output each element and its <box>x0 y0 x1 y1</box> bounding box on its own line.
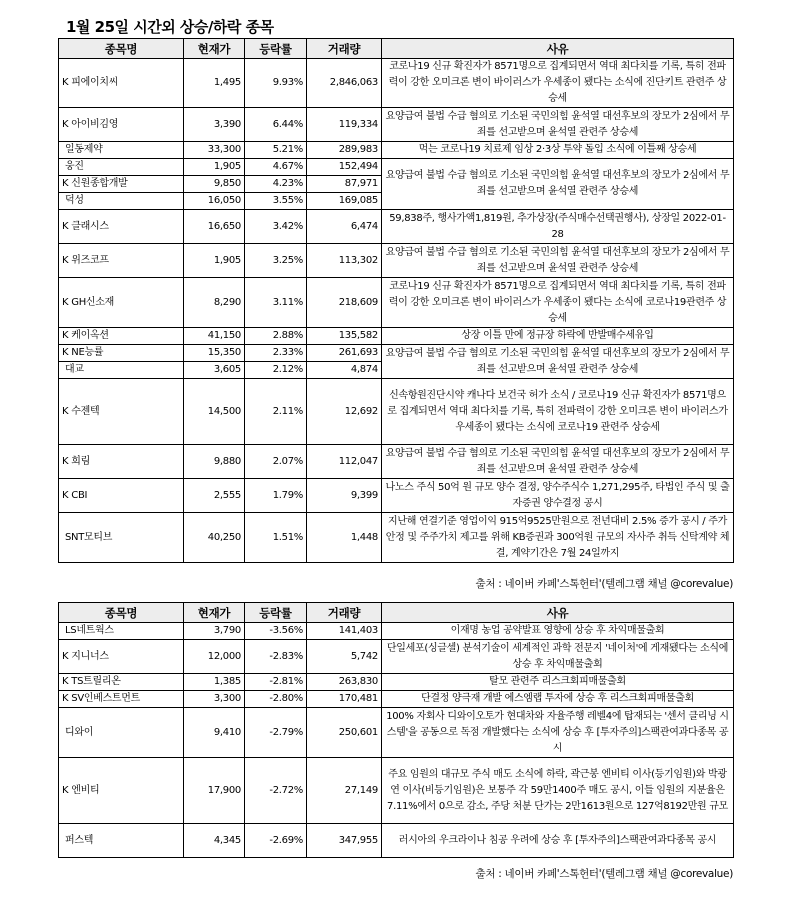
stock-name-cell <box>59 513 184 563</box>
stock-name: 디와이 <box>65 726 94 738</box>
reason-cell: 러시아의 우크라이나 침공 우려에 상승 후 [투자주의]스팩관여과다종목 공시 <box>382 824 734 858</box>
volume-cell: 2,846,063 <box>307 59 382 108</box>
table-row <box>59 379 734 445</box>
price-cell: 1,495 <box>184 59 245 108</box>
price-cell: 9,850 <box>184 176 245 193</box>
volume-cell: 218,609 <box>307 278 382 328</box>
rate-cell: 2.33% <box>245 345 307 362</box>
stock-name: 엔비티 <box>71 784 100 796</box>
table-row <box>59 278 734 328</box>
market-mark: K <box>62 330 69 341</box>
market-mark: K <box>62 347 69 358</box>
volume-cell: 1,448 <box>307 513 382 563</box>
reason-cell: 단결정 양극재 개발 에스엠랩 투자에 상승 후 리스크회피매물출회 <box>382 691 734 708</box>
rate-cell: 3.42% <box>245 210 307 244</box>
reason-cell: 상장 이틀 만에 정규장 하락에 반발매수세유입 <box>382 328 734 345</box>
stock-name: 희림 <box>71 455 90 467</box>
table-row <box>59 59 734 108</box>
rate-cell: 4.23% <box>245 176 307 193</box>
market-mark: K <box>62 118 69 130</box>
market-mark: K <box>62 77 69 88</box>
rate-cell: 5.21% <box>245 142 307 159</box>
header-price: 현재가 <box>184 39 245 59</box>
stock-name: 수젠텍 <box>71 405 100 417</box>
stock-name-cell <box>59 362 184 379</box>
header-rate: 등락률 <box>245 603 307 623</box>
volume-cell: 6,474 <box>307 210 382 244</box>
volume-cell: 263,830 <box>307 674 382 691</box>
stock-name-cell <box>59 278 184 328</box>
stock-name: LS네트웍스 <box>65 625 114 636</box>
rate-cell: -2.79% <box>245 708 307 758</box>
volume-cell: 169,085 <box>307 193 382 210</box>
stock-name: NE능률 <box>71 347 104 358</box>
rate-cell: 3.11% <box>245 278 307 328</box>
stock-name: TS트릴리온 <box>71 676 121 687</box>
header-volume: 거래량 <box>307 39 382 59</box>
source-note: 출처 : 네이버 카페'스톡헌터'(텔레그램 채널 @corevalue) <box>475 868 733 880</box>
rate-cell: 2.11% <box>245 379 307 445</box>
market-mark: K <box>62 220 69 232</box>
market-mark: K <box>62 650 69 662</box>
reason-cell: 먹는 코로나19 치료제 임상 2·3상 투약 돌입 소식에 이틀째 상승세 <box>382 142 734 159</box>
rate-cell: 1.51% <box>245 513 307 563</box>
reason-cell: 요양급여 불법 수급 혐의로 기소된 국민의힘 윤석열 대선후보의 장모가 2심에서 무죄를 선고받으며 윤석열 관련주 상승세 <box>382 159 734 210</box>
volume-cell: 113,302 <box>307 244 382 278</box>
reason-cell: 나노스 주식 50억 원 규모 양수 결정, 양수주식수 1,271,295주, 타법인 주식 및 출자증권 양수결정 공시 <box>382 479 734 513</box>
stock-name-cell <box>59 758 184 824</box>
table-row <box>59 108 734 142</box>
price-cell: 8,290 <box>184 278 245 328</box>
stock-name: 덕성 <box>65 195 84 206</box>
reason-cell: 신속항원진단시약 캐나다 보건국 허가 소식 / 코로나19 신규 확진자가 8571명으로 집계되면서 역대 최다치를 기록, 특히 전파력이 강한 오미크론 변이 바이러스가 우세종이 됐다는 소식에 코로나19 관련주 상승세 <box>382 379 734 445</box>
reason-cell: 100% 자회사 디와이오토가 현대차와 자율주행 레벨4에 탑재되는 '센서 클리닝 시스템'을 공동으로 독점 개발했다는 소식에 상승 후 [투자주의]스팩관여과다종목 공시 <box>382 708 734 758</box>
header-reason: 사유 <box>382 39 734 59</box>
price-cell: 2,555 <box>184 479 245 513</box>
header-rate: 등락률 <box>245 39 307 59</box>
price-cell: 3,390 <box>184 108 245 142</box>
reason-cell: 탈모 관련주 리스크회피매물출회 <box>382 674 734 691</box>
rate-cell: 4.67% <box>245 159 307 176</box>
rising-table-header <box>59 39 734 59</box>
price-cell: 3,790 <box>184 623 245 640</box>
table-row <box>59 244 734 278</box>
stock-name: 아이비김영 <box>71 118 119 130</box>
stock-name: 위즈코프 <box>71 254 109 266</box>
reason-cell: 요양급여 불법 수급 혐의로 기소된 국민의힘 윤석열 대선후보의 장모가 2심에서 무죄를 선고받으며 윤석열 관련주 상승세 <box>382 108 734 142</box>
table-row <box>59 159 734 176</box>
price-cell: 16,050 <box>184 193 245 210</box>
table-row <box>59 691 734 708</box>
price-cell: 9,410 <box>184 708 245 758</box>
reason-cell: 주요 임원의 대규모 주식 매도 소식에 하락, 곽근봉 엔비티 이사(등기임원)와 박광연 이사(비등기임원)은 보통주 각 59만1400주 매도 공시, 이들 임원의 지분율은 7.11%에서 0으로 감소, 주당 처분 단가는 2만1613원으로 127억8192만원 규모 <box>382 758 734 824</box>
stock-name: 신원종합개발 <box>71 178 128 189</box>
reason-cell: 지난해 연결기준 영업이익 915억9525만원으로 전년대비 2.5% 증가 공시 / 주가안정 및 주주가치 제고를 위해 KB증권과 300억원 규모의 자사주 취득 신탁계약 체결, 계약기간은 7월 24일까지 <box>382 513 734 563</box>
market-mark: K <box>62 405 69 417</box>
table-row <box>59 708 734 758</box>
price-cell: 40,250 <box>184 513 245 563</box>
price-cell: 1,385 <box>184 674 245 691</box>
header-reason: 사유 <box>382 603 734 623</box>
market-mark: K <box>62 676 69 687</box>
volume-cell: 289,983 <box>307 142 382 159</box>
volume-cell: 135,582 <box>307 328 382 345</box>
rate-cell: -2.72% <box>245 758 307 824</box>
table-row <box>59 640 734 674</box>
volume-cell: 250,601 <box>307 708 382 758</box>
stock-name-cell <box>59 379 184 445</box>
rate-cell: 2.88% <box>245 328 307 345</box>
header-name: 종목명 <box>59 39 184 59</box>
reason-cell: 요양급여 불법 수급 혐의로 기소된 국민의힘 윤석열 대선후보의 장모가 2심에서 무죄를 선고받으며 윤석열 관련주 상승세 <box>382 244 734 278</box>
reason-cell: 이재명 농업 공약발표 영향에 상승 후 차익매물출회 <box>382 623 734 640</box>
price-cell: 3,300 <box>184 691 245 708</box>
table-row <box>59 623 734 640</box>
reason-cell: 코로나19 신규 확진자가 8571명으로 집계되면서 역대 최다치를 기록, 특히 전파력이 강한 오미크론 변이 바이러스가 우세종이 됐다는 소식에 진단키트 관련주 상승세 <box>382 59 734 108</box>
reason-cell: 단일세포(싱글셀) 분석기술이 세계적인 과학 전문지 '네이처'에 게재됐다는 소식에 상승 후 차익매물출회 <box>382 640 734 674</box>
header-volume: 거래량 <box>307 603 382 623</box>
rate-cell: 3.55% <box>245 193 307 210</box>
stock-name-cell <box>59 108 184 142</box>
stock-name-cell <box>59 691 184 708</box>
stock-name-cell <box>59 193 184 210</box>
market-mark: K <box>62 693 69 704</box>
volume-cell: 12,692 <box>307 379 382 445</box>
stock-name: GH신소재 <box>71 296 115 308</box>
stock-name: 대교 <box>65 364 84 375</box>
rate-cell: 1.79% <box>245 479 307 513</box>
stock-name-cell <box>59 445 184 479</box>
reason-cell: 요양급여 불법 수급 혐의로 기소된 국민의힘 윤석열 대선후보의 장모가 2심에서 무죄를 선고받으며 윤석열 관련주 상승세 <box>382 445 734 479</box>
rate-cell: 6.44% <box>245 108 307 142</box>
table-row <box>59 445 734 479</box>
volume-cell: 5,742 <box>307 640 382 674</box>
market-mark: K <box>62 489 69 501</box>
market-mark: K <box>62 254 69 266</box>
volume-cell: 112,047 <box>307 445 382 479</box>
stock-name-cell <box>59 210 184 244</box>
stock-name-cell <box>59 345 184 362</box>
table-row <box>59 345 734 362</box>
rate-cell: -3.56% <box>245 623 307 640</box>
volume-cell: 347,955 <box>307 824 382 858</box>
stock-name-cell <box>59 328 184 345</box>
stock-name: 피에이치씨 <box>71 77 119 88</box>
stock-name-cell <box>59 59 184 108</box>
volume-cell: 261,693 <box>307 345 382 362</box>
volume-cell: 152,494 <box>307 159 382 176</box>
rate-cell: 9.93% <box>245 59 307 108</box>
price-cell: 1,905 <box>184 244 245 278</box>
stock-name: 퍼스텍 <box>65 834 94 846</box>
rate-cell: 2.07% <box>245 445 307 479</box>
rate-cell: 3.25% <box>245 244 307 278</box>
stock-name: 웅진 <box>65 161 84 172</box>
stock-name: 케이옥션 <box>71 330 109 341</box>
volume-cell: 141,403 <box>307 623 382 640</box>
market-mark: K <box>62 455 69 467</box>
price-cell: 17,900 <box>184 758 245 824</box>
table-row <box>59 210 734 244</box>
stock-name: CBI <box>71 489 88 501</box>
price-cell: 1,905 <box>184 159 245 176</box>
price-cell: 12,000 <box>184 640 245 674</box>
stock-name-cell <box>59 142 184 159</box>
price-cell: 9,880 <box>184 445 245 479</box>
stock-name-cell <box>59 623 184 640</box>
stock-name-cell <box>59 176 184 193</box>
table-row <box>59 479 734 513</box>
table-row <box>59 674 734 691</box>
rate-cell: -2.69% <box>245 824 307 858</box>
stock-name-cell <box>59 479 184 513</box>
falling-stocks-table <box>58 602 734 858</box>
stock-name: SNT모티브 <box>65 531 113 543</box>
reason-cell: 코로나19 신규 확진자가 8571명으로 집계되면서 역대 최다치를 기록, 특히 전파력이 강한 오미크론 변이 바이러스가 우세종이 됐다는 소식에 코로나19관련주 상승세 <box>382 278 734 328</box>
reason-cell: 요양급여 불법 수급 혐의로 기소된 국민의힘 윤석열 대선후보의 장모가 2심에서 무죄를 선고받으며 윤석열 관련주 상승세 <box>382 345 734 379</box>
header-name: 종목명 <box>59 603 184 623</box>
market-mark: K <box>62 784 69 796</box>
stock-name: SV인베스트먼트 <box>71 693 141 704</box>
stock-name-cell <box>59 708 184 758</box>
rising-stocks-table <box>58 38 734 563</box>
volume-cell: 87,971 <box>307 176 382 193</box>
stock-name-cell <box>59 640 184 674</box>
stock-name: 클래시스 <box>71 220 109 232</box>
volume-cell: 170,481 <box>307 691 382 708</box>
table-row <box>59 824 734 858</box>
reason-cell: 59,838주, 행사가액1,819원, 추가상장(주식매수선택권행사), 상장일 2022-01-28 <box>382 210 734 244</box>
volume-cell: 27,149 <box>307 758 382 824</box>
rate-cell: -2.80% <box>245 691 307 708</box>
stock-name: 지니너스 <box>71 650 109 662</box>
table-row <box>59 328 734 345</box>
stock-name-cell <box>59 159 184 176</box>
rate-cell: 2.12% <box>245 362 307 379</box>
volume-cell: 9,399 <box>307 479 382 513</box>
price-cell: 16,650 <box>184 210 245 244</box>
volume-cell: 119,334 <box>307 108 382 142</box>
table-row <box>59 758 734 824</box>
price-cell: 33,300 <box>184 142 245 159</box>
price-cell: 4,345 <box>184 824 245 858</box>
volume-cell: 4,874 <box>307 362 382 379</box>
source-note: 출처 : 네이버 카페'스톡헌터'(텔레그램 채널 @corevalue) <box>475 578 733 590</box>
page-title: 1월 25일 시간외 상승/하락 종목 <box>66 18 274 36</box>
market-mark: K <box>62 296 69 308</box>
stock-name-cell <box>59 824 184 858</box>
price-cell: 41,150 <box>184 328 245 345</box>
table-row <box>59 142 734 159</box>
price-cell: 14,500 <box>184 379 245 445</box>
header-price: 현재가 <box>184 603 245 623</box>
price-cell: 15,350 <box>184 345 245 362</box>
stock-name-cell <box>59 244 184 278</box>
market-mark: K <box>62 178 69 189</box>
stock-name: 일동제약 <box>65 144 103 155</box>
price-cell: 3,605 <box>184 362 245 379</box>
table-row <box>59 513 734 563</box>
falling-table-header <box>59 603 734 623</box>
stock-name-cell <box>59 674 184 691</box>
rate-cell: -2.83% <box>245 640 307 674</box>
rate-cell: -2.81% <box>245 674 307 691</box>
